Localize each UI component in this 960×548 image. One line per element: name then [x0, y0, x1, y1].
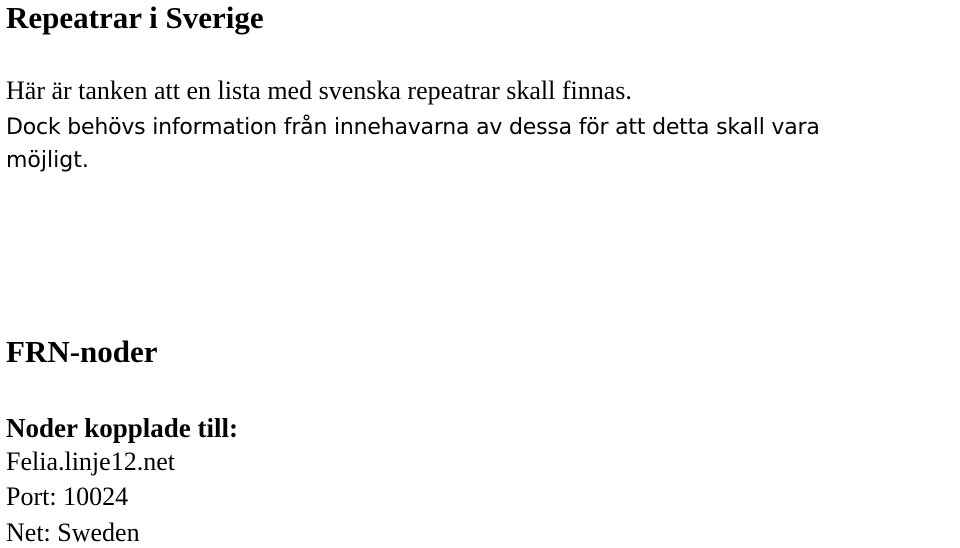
intro-text-line: möjligt.: [6, 148, 89, 173]
intro-text-line: Dock behövs information från innehavarna av dessa för att detta skall vara: [6, 115, 820, 140]
nodes-subheading: Noder kopplade till:: [6, 413, 239, 443]
node-host: Felia.linje12.net: [6, 447, 175, 476]
intro-text-line: Här är tanken att en lista med svenska repeatrar skall finnas.: [6, 76, 632, 105]
node-net: Net: Sweden: [6, 518, 140, 547]
page-title: Repeatrar i Sverige: [6, 0, 264, 35]
node-port: Port: 10024: [6, 482, 129, 511]
section-heading: FRN-noder: [6, 334, 158, 369]
